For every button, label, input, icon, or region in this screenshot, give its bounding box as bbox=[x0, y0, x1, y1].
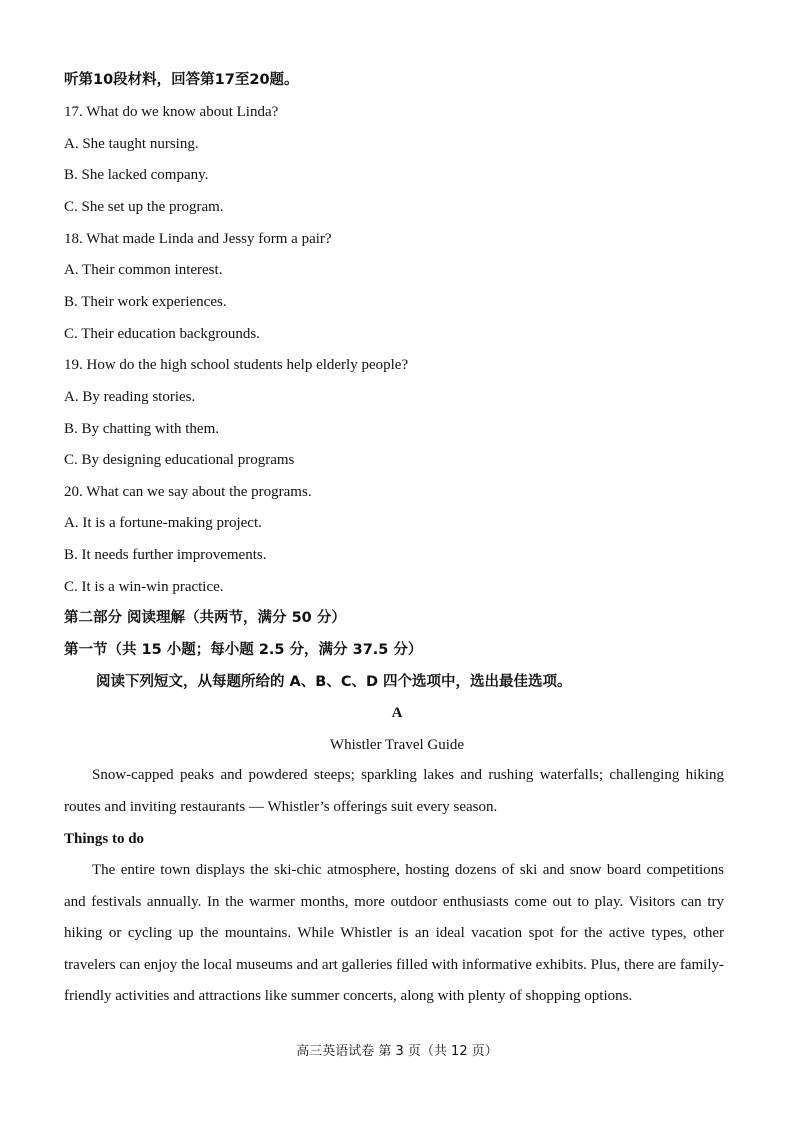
passage-title: Whistler Travel Guide bbox=[329, 737, 465, 753]
listening-section-header: 听第10段材料，回答第17至20题。 bbox=[64, 72, 299, 88]
question-18-option-b: B. Their work experiences. bbox=[64, 294, 227, 310]
passage-intro: Snow-capped peaks and powdered steeps; sparkling lakes and rushing waterfalls; challenging hiking routes and inviting restaurants — Whistler’s offerings suit every season. bbox=[64, 767, 724, 815]
question-20: 20. What can we say about the programs. bbox=[64, 484, 312, 500]
question-17-option-a: A. She taught nursing. bbox=[64, 136, 199, 152]
question-19-option-a: A. By reading stories. bbox=[64, 389, 196, 405]
part2-title: 第二部分 阅读理解（共两节，满分 50 分） bbox=[64, 610, 346, 626]
question-18-option-c: C. Their education backgrounds. bbox=[64, 326, 260, 342]
question-18-option-a: A. Their common interest. bbox=[64, 262, 223, 278]
question-20-option-b: B. It needs further improvements. bbox=[64, 547, 267, 563]
passage-label: A bbox=[391, 705, 403, 721]
question-20-option-a: A. It is a fortune-making project. bbox=[64, 515, 262, 531]
passage-subheading: Things to do bbox=[64, 831, 145, 847]
question-17-option-b: B. She lacked company. bbox=[64, 167, 209, 183]
question-19: 19. How do the high school students help elderly people? bbox=[64, 357, 409, 373]
reading-instruction: 阅读下列短文，从每题所给的 A、B、C、D 四个选项中，选出最佳选项。 bbox=[96, 674, 572, 690]
question-17: 17. What do we know about Linda? bbox=[64, 104, 279, 120]
question-20-option-c: C. It is a win-win practice. bbox=[64, 579, 224, 595]
page-footer: 高三英语试卷 第 3 页（共 12 页） bbox=[296, 1044, 498, 1059]
question-17-option-c: C. She set up the program. bbox=[64, 199, 224, 215]
question-18: 18. What made Linda and Jessy form a pair? bbox=[64, 231, 332, 247]
section1-title: 第一节（共 15 小题；每小题 2.5 分，满分 37.5 分） bbox=[64, 642, 423, 658]
question-19-option-c: C. By designing educational programs bbox=[64, 452, 295, 468]
passage-body: The entire town displays the ski-chic atmosphere, hosting dozens of ski and snow board competitions and festivals annually. In the warmer months, more outdoor enthusiasts come out to play. Visitors can try hiking or cycling up the mountains. While Whistler is an ideal vacation spot for the active types, other travelers can enjoy the local museums and art galleries filled with informative exhibits. Plus, there are family-friendly activities and attractions like summer concerts, along with plenty of shopping options. bbox=[64, 862, 724, 1005]
question-19-option-b: B. By chatting with them. bbox=[64, 421, 219, 437]
